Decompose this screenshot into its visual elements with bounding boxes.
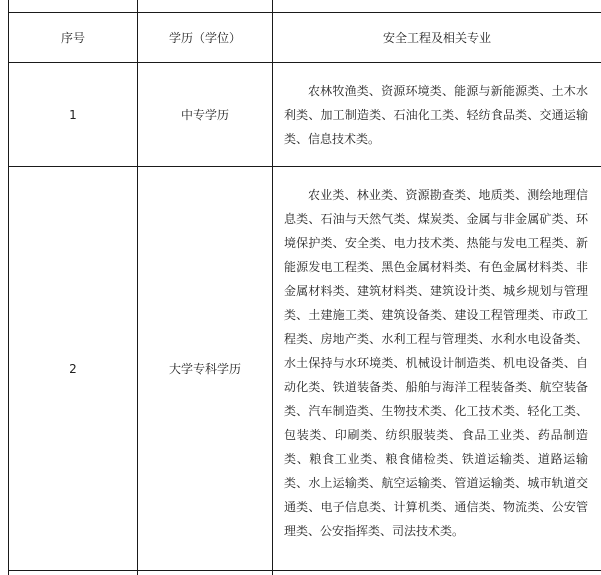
row-1-majors: 农林牧渔类、资源环境类、能源与新能源类、土木水利类、加工制造类、石油化工类、轻纺食品类、交通运输类、信息技术类。 bbox=[284, 84, 588, 146]
column-divider-2 bbox=[272, 0, 273, 575]
header-index: 序号 bbox=[60, 30, 85, 45]
header-majors: 安全工程及相关专业 bbox=[382, 30, 491, 45]
row-1-education: 中专学历 bbox=[180, 107, 229, 122]
row-2-education: 大学专科学历 bbox=[168, 361, 241, 376]
header-education: 学历（学位） bbox=[168, 30, 241, 45]
row-2-index: 2 bbox=[69, 361, 77, 376]
row-divider-2 bbox=[8, 570, 601, 571]
row-1-index: 1 bbox=[69, 107, 77, 122]
row-2-majors: 农业类、林业类、资源勘查类、地质类、测绘地理信息类、石油与天然气类、煤炭类、金属与非金属矿类、环境保护类、安全类、电力技术类、热能与发电工程类、新能源发电工程类、黑色金属材料类、有色金属材料类、非金属材料类、建筑材料类、建筑设计类、城乡规划与管理类、土建施工类、建筑设备类、建设工程管理类、市政工程类、房地产类、水利工程与管理类、水利水电设备类、水土保持与水环境类、机械设计制造类、机电设备类、自动化类、铁道装备类、船舶与海洋工程装备类、航空装备类、汽车制造类、生物技术类、化工技术类、轻化工类、包装类、印刷类、纺织服装类、食品工业类、药品制造类、粮食工业类、粮食储检类、铁道运输类、道路运输类、水上运输类、航空运输类、管道运输类、城市轨道交通类、电子信息类、计算机类、通信类、物流类、公安管理类、公安指挥类、司法技术类。 bbox=[284, 188, 588, 538]
